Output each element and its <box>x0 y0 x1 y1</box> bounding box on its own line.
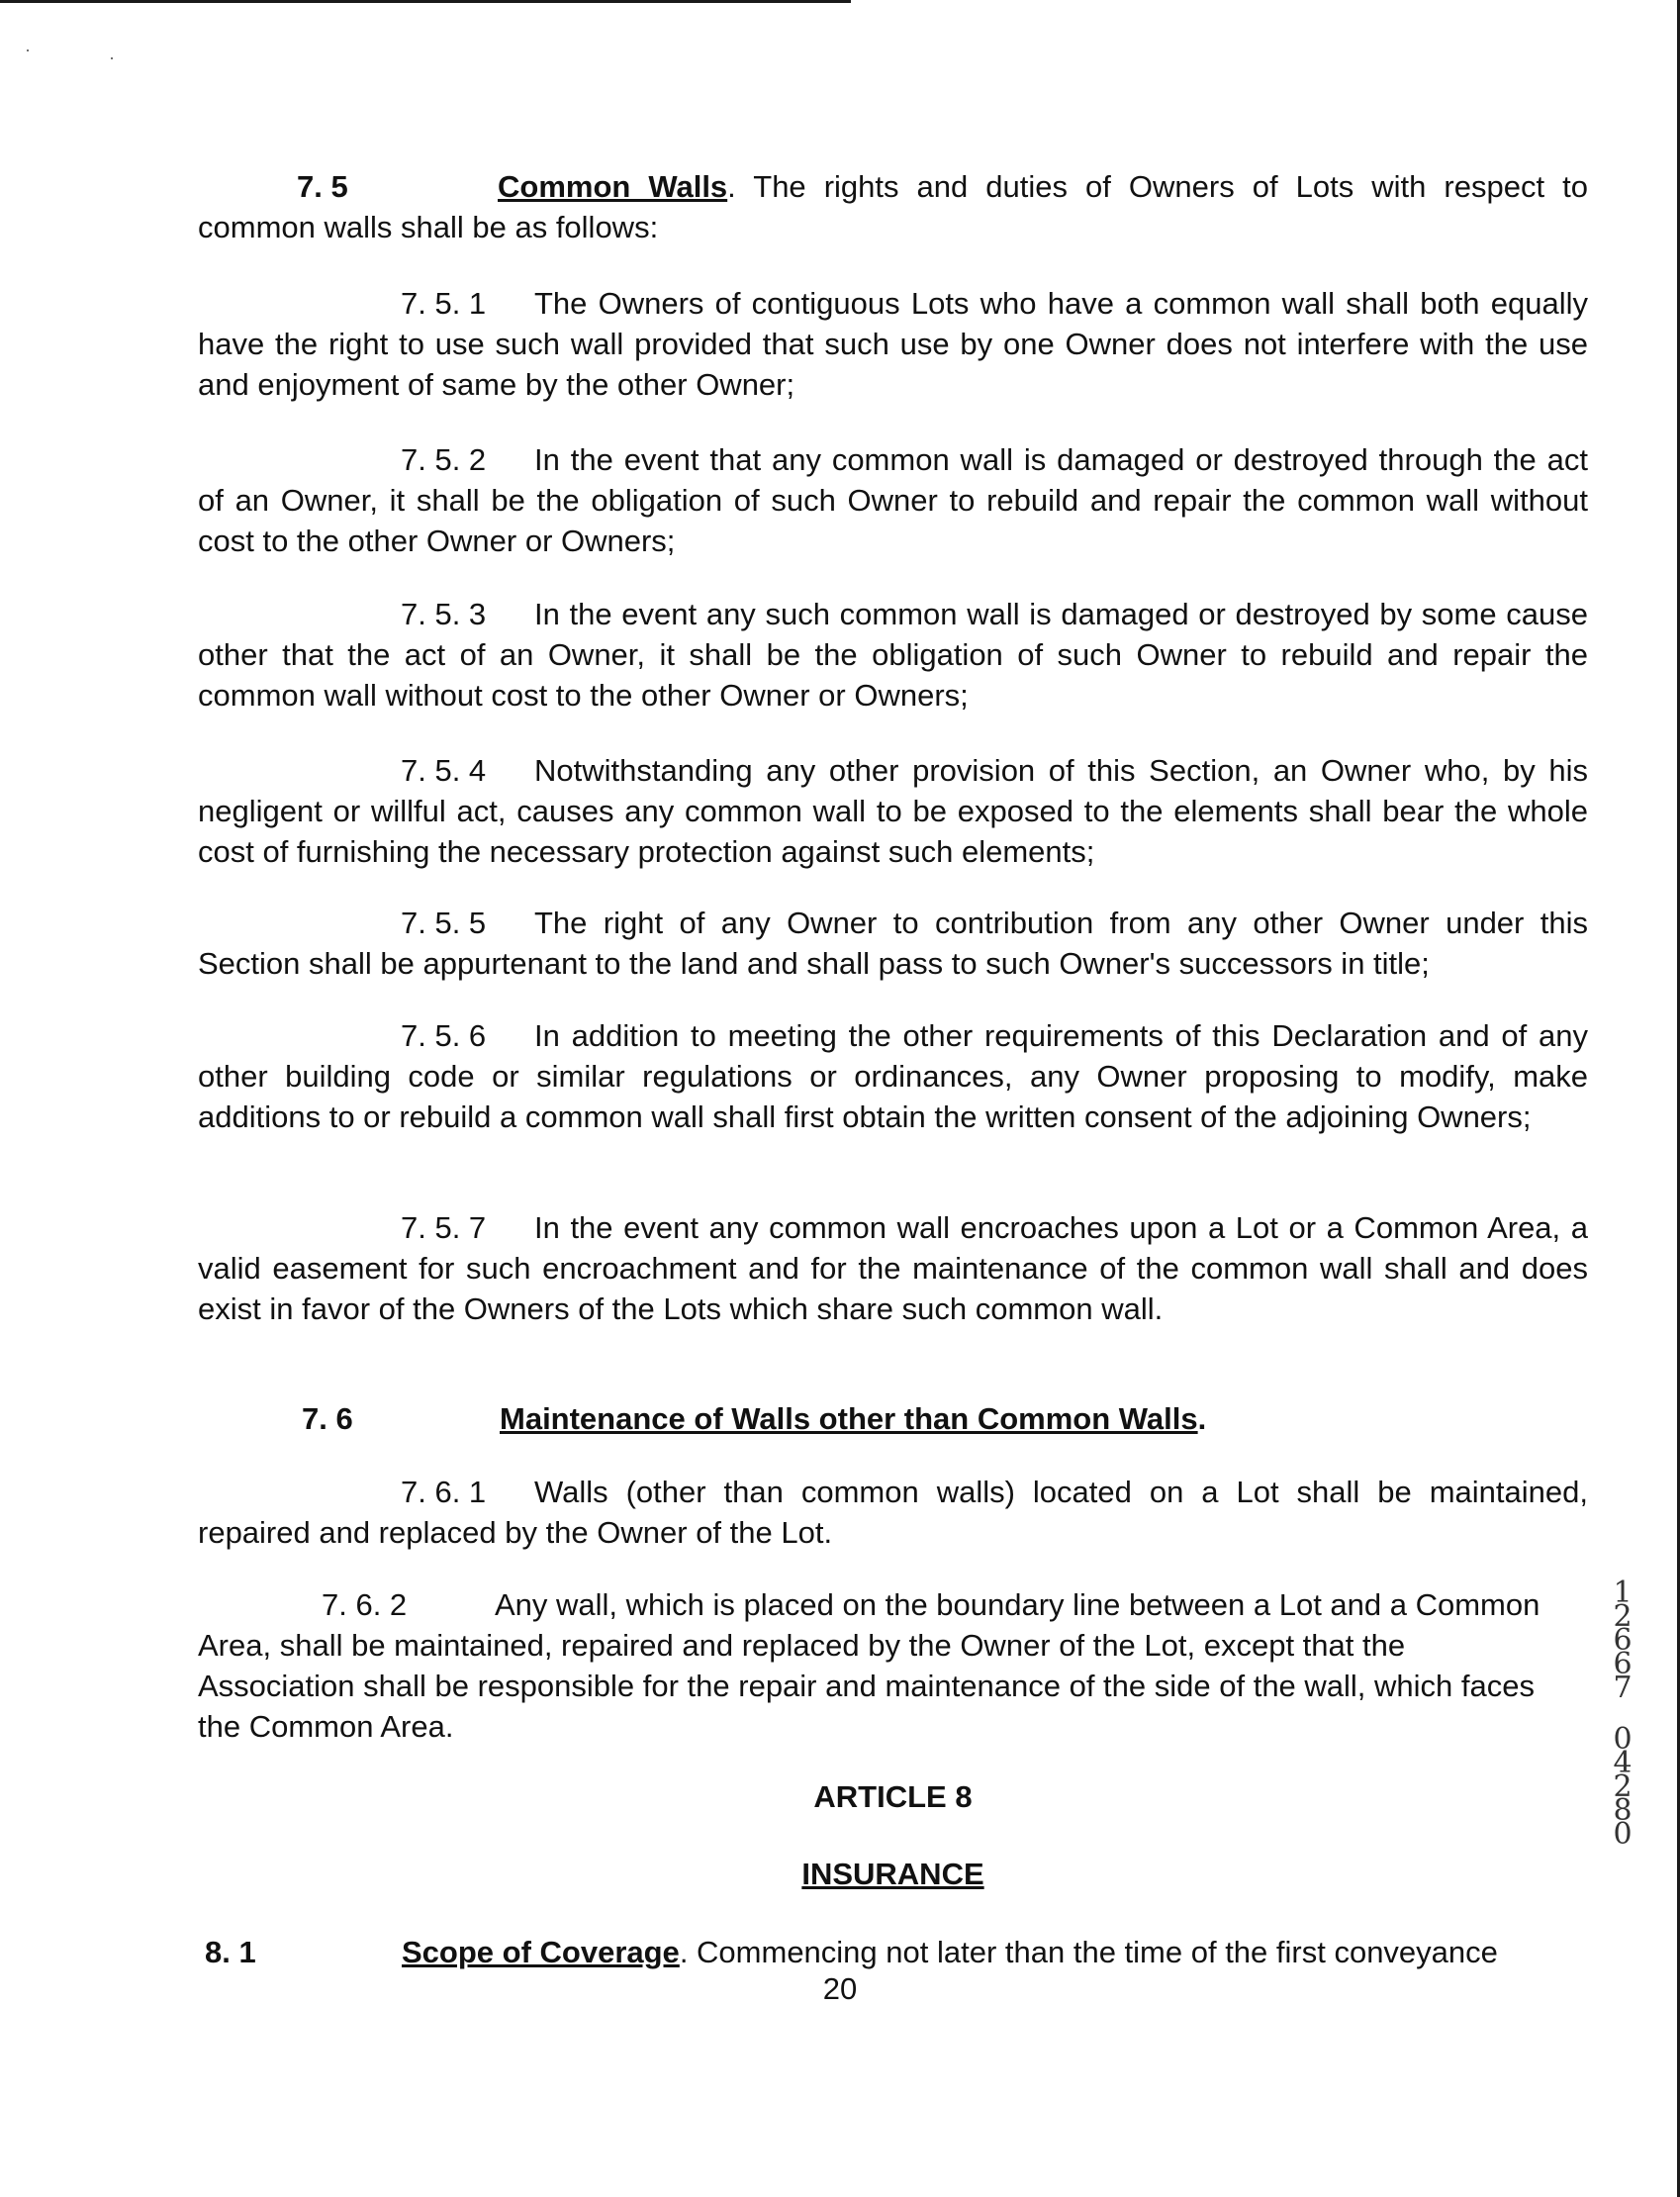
subsection-text: Walls (other than common walls) located on a Lot shall be maintained, repaired and replaced by the Owner of the Lot. <box>198 1475 1588 1550</box>
subsection-number: 7. 5. 2 <box>401 442 487 477</box>
subsection-number: 7. 5. 6 <box>401 1018 487 1053</box>
subsection-number: 7. 5. 3 <box>401 597 487 631</box>
subsection-number: 7. 6. 1 <box>401 1475 487 1509</box>
subsection-text: The Owners of contiguous Lots who have a common wall shall both equally have the right to use such wall provided that such use by one Owner does not interfere with the use and enjoyment of same by the other Owner; <box>198 286 1588 402</box>
section-number: 7. 6 <box>302 1401 353 1436</box>
subsection-text: In addition to meeting the other requirements of this Declaration and of any other building code or similar regulations or ordinances, any Owner proposing to modify, make additions to or rebuild a common wall shall first obtain the written consent of the adjoining Owners; <box>198 1018 1588 1134</box>
subsection-7-5-3 <box>198 594 1588 716</box>
subsection-text: The right of any Owner to contribution from any other Owner under this Section shall be appurtenant to the land and shall pass to such Owner's successors in title; <box>198 906 1588 981</box>
subsection-number: 7. 5. 1 <box>401 286 487 321</box>
subsection-7-5-5 <box>198 903 1588 984</box>
article-title: INSURANCE <box>801 1857 984 1891</box>
section-8-1 <box>198 1932 1588 1972</box>
section-text: . The rights and duties of Owners of Lots with respect to common walls shall be as follows: <box>198 169 1588 244</box>
subsection-7-5-6 <box>198 1015 1588 1137</box>
scan-speck <box>111 57 113 59</box>
subsection-text: In the event that any common wall is damaged or destroyed through the act of an Owner, it shall be the obligation of such Owner to rebuild and repair the common wall without cost to the other Owner or Owners; <box>198 442 1588 558</box>
subsection-7-5-7 <box>198 1207 1588 1329</box>
subsection-number: 7. 5. 5 <box>401 906 487 940</box>
section-7-5 <box>198 166 1588 247</box>
stamp-part-2: 04280 <box>1613 1722 1633 1852</box>
subsection-number: 7. 6. 2 <box>322 1587 408 1622</box>
section-title: Scope of Coverage <box>402 1935 680 1969</box>
section-title: Maintenance of Walls other than Common Walls <box>500 1401 1198 1436</box>
section-title: Common Walls <box>498 169 728 204</box>
section-7-6 <box>198 1398 1588 1439</box>
scan-speck <box>27 49 29 51</box>
subsection-number: 7. 5. 7 <box>401 1210 487 1245</box>
subsection-text: In the event any common wall encroaches upon a Lot or a Common Area, a valid easement for such encroachment and for the maintenance of the common wall shall and does exist in favor of the Owners of the Lots which share such common wall. <box>198 1210 1588 1326</box>
subsection-text: Notwithstanding any other provision of this Section, an Owner who, by his negligent or willful act, causes any common wall to be exposed to the elements shall bear the whole cost of furnishing the necessary protection against such elements; <box>198 753 1588 869</box>
subsection-text: In the event any such common wall is damaged or destroyed by some cause other that the act of an Owner, it shall be the obligation of such Owner to rebuild and repair the common wall without cost to the other Owner or Owners; <box>198 597 1588 713</box>
section-text: . Commencing not later than the time of the first conveyance <box>679 1935 1498 1969</box>
section-title-punct: . <box>1197 1401 1207 1436</box>
subsection-7-6-1 <box>198 1472 1588 1553</box>
subsection-number: 7. 5. 4 <box>401 753 487 788</box>
subsection-text: Any wall, which is placed on the boundary line between a Lot and a Common Area, shall be maintained, repaired and replaced by the Owner of the Lot, except that the Association shall be responsible for the repair and maintenance of the side of the wall, which faces the Common Area. <box>198 1587 1540 1744</box>
subsection-7-5-4 <box>198 750 1588 872</box>
subsection-7-5-1 <box>198 283 1588 405</box>
scan-edge-top <box>0 0 851 3</box>
subsection-7-6-2 <box>198 1584 1563 1747</box>
recording-stamp <box>1603 1576 1642 1852</box>
subsection-7-5-2 <box>198 439 1588 561</box>
article-label: ARTICLE 8 <box>813 1779 973 1814</box>
page-number: 20 <box>822 1971 858 2006</box>
section-number: 8. 1 <box>205 1935 256 1969</box>
section-number: 7. 5 <box>297 169 348 204</box>
stamp-part-1: 12667 <box>1613 1576 1633 1705</box>
